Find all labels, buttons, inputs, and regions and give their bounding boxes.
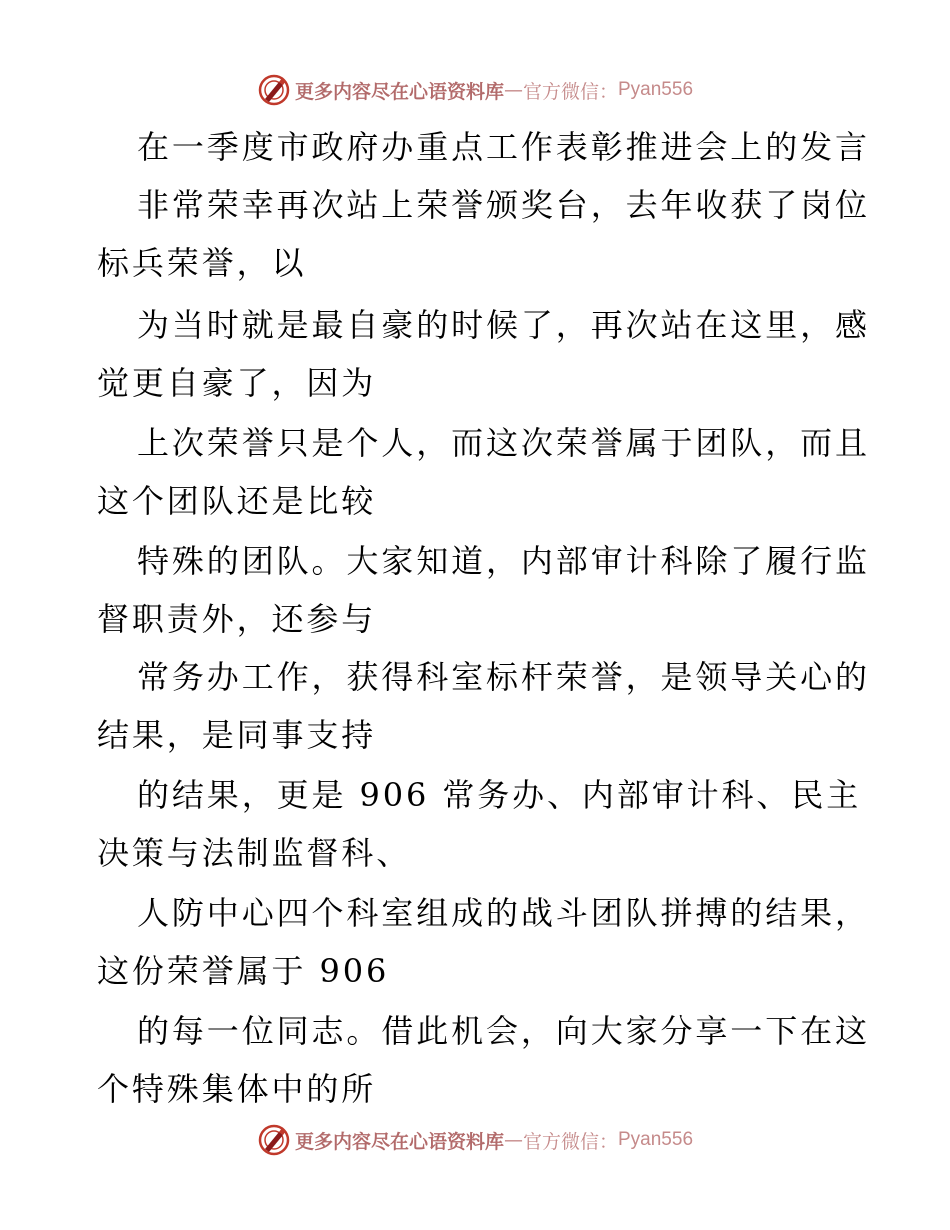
text-line: 人防中心四个科室组成的战斗团队拼搏的结果，	[137, 894, 870, 932]
text-line: 的结果，更是 906 常务办、内部审计科、民主	[137, 776, 862, 814]
banner-main-text: 更多内容尽在心语资料库	[294, 1130, 504, 1153]
text-line: 非常荣幸再次站上荣誉颁奖台，去年收获了岗位	[137, 186, 870, 224]
text-line: 结果，是同事支持	[97, 716, 377, 754]
banner-dash: —	[503, 1129, 523, 1151]
text-line: 上次荣誉只是个人，而这次荣誉属于团队，而且	[137, 424, 870, 462]
text-line: 标兵荣誉，以	[97, 244, 307, 282]
text-line: 的每一位同志。借此机会，向大家分享一下在这	[137, 1012, 870, 1050]
text-line: 常务办工作，获得科室标杆荣誉，是领导关心的	[137, 658, 870, 696]
text-line: 这个团队还是比较	[97, 482, 377, 520]
pen-logo-icon	[257, 73, 291, 107]
text-line: 特殊的团队。大家知道，内部审计科除了履行监	[137, 542, 870, 580]
banner-wechat-id: Pyan556	[618, 1129, 694, 1150]
banner-wechat-id: Pyan556	[618, 79, 694, 100]
banner-main-text: 更多内容尽在心语资料库	[294, 80, 504, 103]
document-title: 在一季度市政府办重点工作表彰推进会上的发言	[137, 128, 870, 166]
text-line: 决策与法制监督科、	[97, 834, 412, 872]
footer-banner	[0, 1122, 950, 1158]
banner-dash: —	[503, 79, 523, 101]
banner-wechat-label: 官方微信：	[522, 1130, 618, 1153]
pen-logo-icon	[257, 1123, 291, 1157]
text-line: 为当时就是最自豪的时候了，再次站在这里，感	[137, 306, 870, 344]
text-line: 个特殊集体中的所	[97, 1070, 377, 1108]
text-line: 督职责外，还参与	[97, 600, 377, 638]
banner-wechat-label: 官方微信：	[522, 80, 618, 103]
text-line: 这份荣誉属于 906	[97, 952, 390, 990]
header-banner	[0, 72, 950, 108]
text-line: 觉更自豪了，因为	[97, 364, 377, 402]
